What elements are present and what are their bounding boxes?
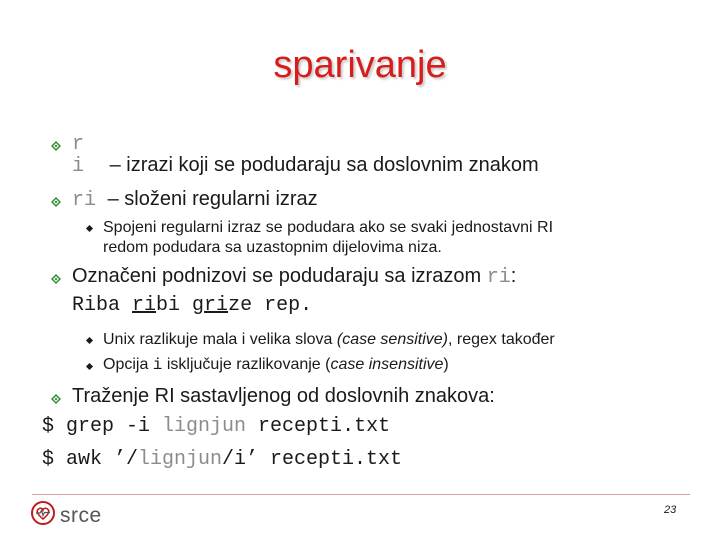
checkmark-diamond-icon (50, 273, 62, 285)
bullet-3-sub-2 (103, 356, 449, 374)
cmd-pattern: lignjun (138, 448, 223, 471)
sub-text: isključuje razlikovanje ( (162, 356, 331, 373)
cmd-part: $ grep -i (42, 415, 163, 438)
example-part: bi g (156, 294, 205, 317)
bullet-2-line (72, 188, 318, 212)
bullet-2-sub-line-2: redom podudara sa uzastopnim dijelovima niza. (103, 239, 442, 256)
srce-logo (30, 500, 102, 531)
bullet-3-line (72, 265, 516, 289)
sub-code: i (152, 356, 163, 374)
sub-text: Unix razlikuje mala i velika slova (103, 331, 337, 348)
bullet-3-colon: : (510, 265, 517, 287)
sub-bullet-dot (86, 225, 93, 232)
sub-text: Opcija (103, 356, 153, 373)
sub-bullet-dot (86, 337, 93, 344)
bullet-1-line (72, 154, 539, 178)
cmd-pattern: lignjun (162, 415, 247, 438)
bullet-1-code-i: i (72, 155, 85, 178)
bullet-2-code: ri (72, 189, 97, 212)
example-match-1: ri (132, 294, 157, 317)
footer-divider (32, 494, 690, 495)
sub-text-italic: (case sensitive) (336, 331, 449, 348)
sub-text: , regex također (448, 331, 555, 348)
checkmark-diamond-icon (50, 140, 62, 152)
bullet-3-text: Označeni podnizovi se podudaraju sa izrazom (72, 265, 487, 287)
example-part: Riba (72, 294, 133, 317)
bullet-1-code-r: r (72, 133, 85, 156)
bullet-2-sub-line-1: Spojeni regularni izraz se podudara ako se svaki jednostavni RI (103, 219, 554, 236)
example-part: ze rep. (228, 294, 313, 317)
bullet-1-text: – izrazi koji se podudaraju sa doslovnim znakom (109, 154, 539, 176)
example-match-2: ri (204, 294, 229, 317)
bullet-2-text: – složeni regularni izraz (107, 188, 318, 210)
slide-title: sparivanje (273, 44, 447, 86)
bullet-3-code: ri (486, 266, 511, 289)
heart-logo-icon (30, 500, 56, 531)
cmd-part: recepti.txt (246, 415, 391, 438)
sub-text-italic: case insensitive (330, 356, 444, 373)
command-line-1 (42, 415, 390, 438)
sub-text: ) (443, 356, 449, 373)
bullet-3-sub-1 (103, 331, 555, 349)
cmd-part: $ awk ’/ (42, 448, 139, 471)
checkmark-diamond-icon (50, 196, 62, 208)
bullet-4-text: Traženje RI sastavljenog od doslovnih znakova: (72, 385, 495, 407)
cmd-part: /i’ recepti.txt (222, 448, 403, 471)
page-number: 23 (664, 504, 677, 516)
bullet-3-example (72, 294, 312, 317)
command-line-2 (42, 448, 402, 471)
sub-bullet-dot (86, 363, 93, 370)
checkmark-diamond-icon (50, 393, 62, 405)
logo-text: srce (60, 503, 102, 527)
